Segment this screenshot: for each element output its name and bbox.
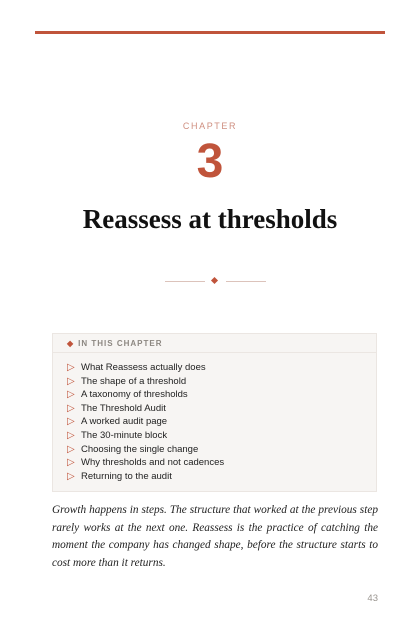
chapter-number: 3 — [196, 135, 224, 188]
chapter-intro-paragraph: Growth happens in steps. The structure that worked at the previous step rarely works at the next one. Reassess is the practice of catching the moment the company has changed shape, before the structure starts to cost more than it returns. — [52, 504, 378, 569]
triangle-bullet-icon: ▷ — [67, 389, 75, 401]
contents-item — [67, 375, 224, 389]
contents-item — [67, 429, 224, 443]
chapter-label: CHAPTER — [182, 121, 238, 131]
contents-item — [67, 402, 224, 416]
contents-header-label: IN THIS CHAPTER — [78, 339, 163, 348]
ornament-line-left — [165, 281, 205, 282]
triangle-bullet-icon: ▷ — [67, 375, 75, 387]
contents-list — [67, 361, 224, 483]
chapter-contents-box — [52, 333, 377, 492]
contents-item-label: Choosing the single change — [81, 443, 199, 455]
top-rule — [35, 31, 385, 34]
ornament-line-right — [226, 281, 266, 282]
contents-item-label: Why thresholds and not cadences — [81, 457, 225, 469]
contents-item-label: What Reassess actually does — [81, 362, 206, 373]
diamond-icon — [211, 277, 218, 284]
contents-divider — [53, 352, 376, 353]
contents-item — [67, 415, 224, 429]
triangle-bullet-icon: ▷ — [67, 429, 75, 441]
contents-item-label: The 30-minute block — [81, 429, 168, 441]
triangle-bullet-icon: ▷ — [67, 402, 75, 414]
contents-item-label: The shape of a threshold — [81, 375, 187, 387]
contents-item-label: A worked audit page — [81, 416, 168, 428]
ornament-divider — [0, 277, 420, 287]
contents-item-label: Returning to the audit — [81, 470, 172, 482]
triangle-bullet-icon: ▷ — [67, 470, 75, 482]
contents-item — [67, 361, 224, 375]
chapter-title: Reassess at thresholds — [82, 204, 338, 234]
contents-item — [67, 456, 224, 470]
contents-item-label: A taxonomy of thresholds — [81, 389, 188, 401]
contents-item — [67, 470, 224, 484]
contents-item-label: The Threshold Audit — [81, 402, 166, 414]
page-number: 43 — [367, 593, 378, 604]
triangle-bullet-icon: ▷ — [67, 362, 75, 373]
triangle-bullet-icon: ▷ — [67, 443, 75, 455]
contents-item — [67, 443, 224, 457]
contents-item — [67, 388, 224, 402]
triangle-bullet-icon: ▷ — [67, 457, 75, 469]
triangle-bullet-icon: ▷ — [67, 416, 75, 428]
contents-header — [67, 339, 163, 348]
star-icon: ◆ — [67, 339, 75, 348]
